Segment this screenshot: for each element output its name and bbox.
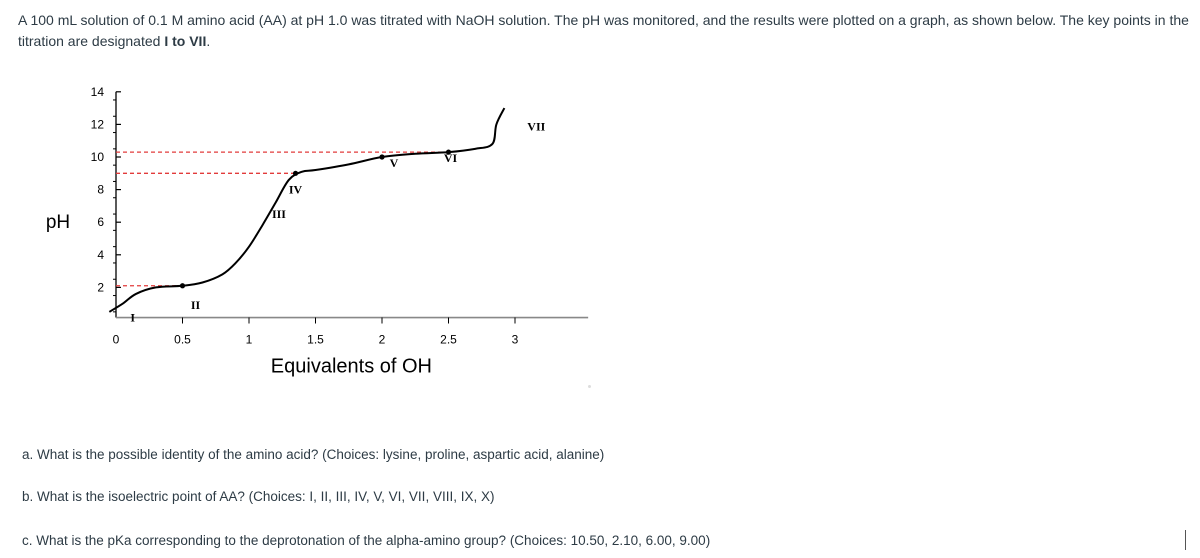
y-tick-label: 2 — [97, 280, 104, 295]
x-tick-label: 1 — [245, 332, 253, 347]
intro-end: . — [206, 33, 211, 49]
key-point-label-vii: VII — [527, 119, 546, 134]
key-point-marker — [180, 283, 185, 288]
titration-chart — [0, 72, 600, 392]
y-axis-label: pH — [45, 212, 71, 234]
x-axis-label: Equivalents of OH — [270, 355, 433, 378]
y-tick-label: 6 — [97, 215, 104, 230]
y-tick-label: 12 — [90, 117, 104, 132]
intro-paragraph — [18, 10, 1194, 52]
y-tick-label: 4 — [97, 247, 104, 262]
key-point-label-vi: VI — [443, 151, 458, 166]
text-cursor — [1185, 530, 1186, 550]
faint-dot — [588, 385, 591, 388]
y-tick-label: 10 — [90, 150, 104, 164]
key-point-label-i: I — [130, 310, 135, 325]
x-tick-label: 0 — [112, 332, 120, 347]
question-a: a. What is the possible identity of the amino acid? (Choices: lysine, proline, aspartic acid, alanine) — [22, 447, 605, 462]
intro-bold-range: I to VII — [164, 33, 207, 49]
x-tick-label: 2 — [378, 332, 386, 347]
key-point-marker — [293, 171, 298, 176]
key-point-label-ii: II — [190, 297, 201, 312]
key-point-marker — [379, 154, 384, 159]
x-tick-label: 2.5 — [440, 332, 457, 347]
key-point-label-iii: III — [271, 207, 286, 222]
question-c: c. What is the pKa corresponding to the deprotonation of the alpha-amino group? (Choices: 10.50, 2.10, 6.00, 9.00) — [22, 533, 711, 548]
x-tick-label: 3 — [511, 332, 519, 347]
intro-text: A 100 mL solution of 0.1 M amino acid (AA) at pH 1.0 was titrated with NaOH solution. The pH was monitored, and the results were plotted on a graph, as shown below. The key points in the titration are designated — [18, 12, 1189, 49]
x-tick-label: 0.5 — [174, 332, 191, 347]
y-tick-label: 14 — [90, 84, 104, 99]
key-point-label-iv: IV — [288, 182, 303, 197]
y-tick-label: 8 — [97, 182, 104, 197]
x-tick-label: 1.5 — [307, 332, 324, 347]
question-b: b. What is the isoelectric point of AA? (Choices: I, II, III, IV, V, VI, VII, VIII, IX, X) — [22, 489, 495, 504]
key-point-label-v: V — [389, 156, 399, 170]
titration-curve-line — [109, 108, 504, 312]
